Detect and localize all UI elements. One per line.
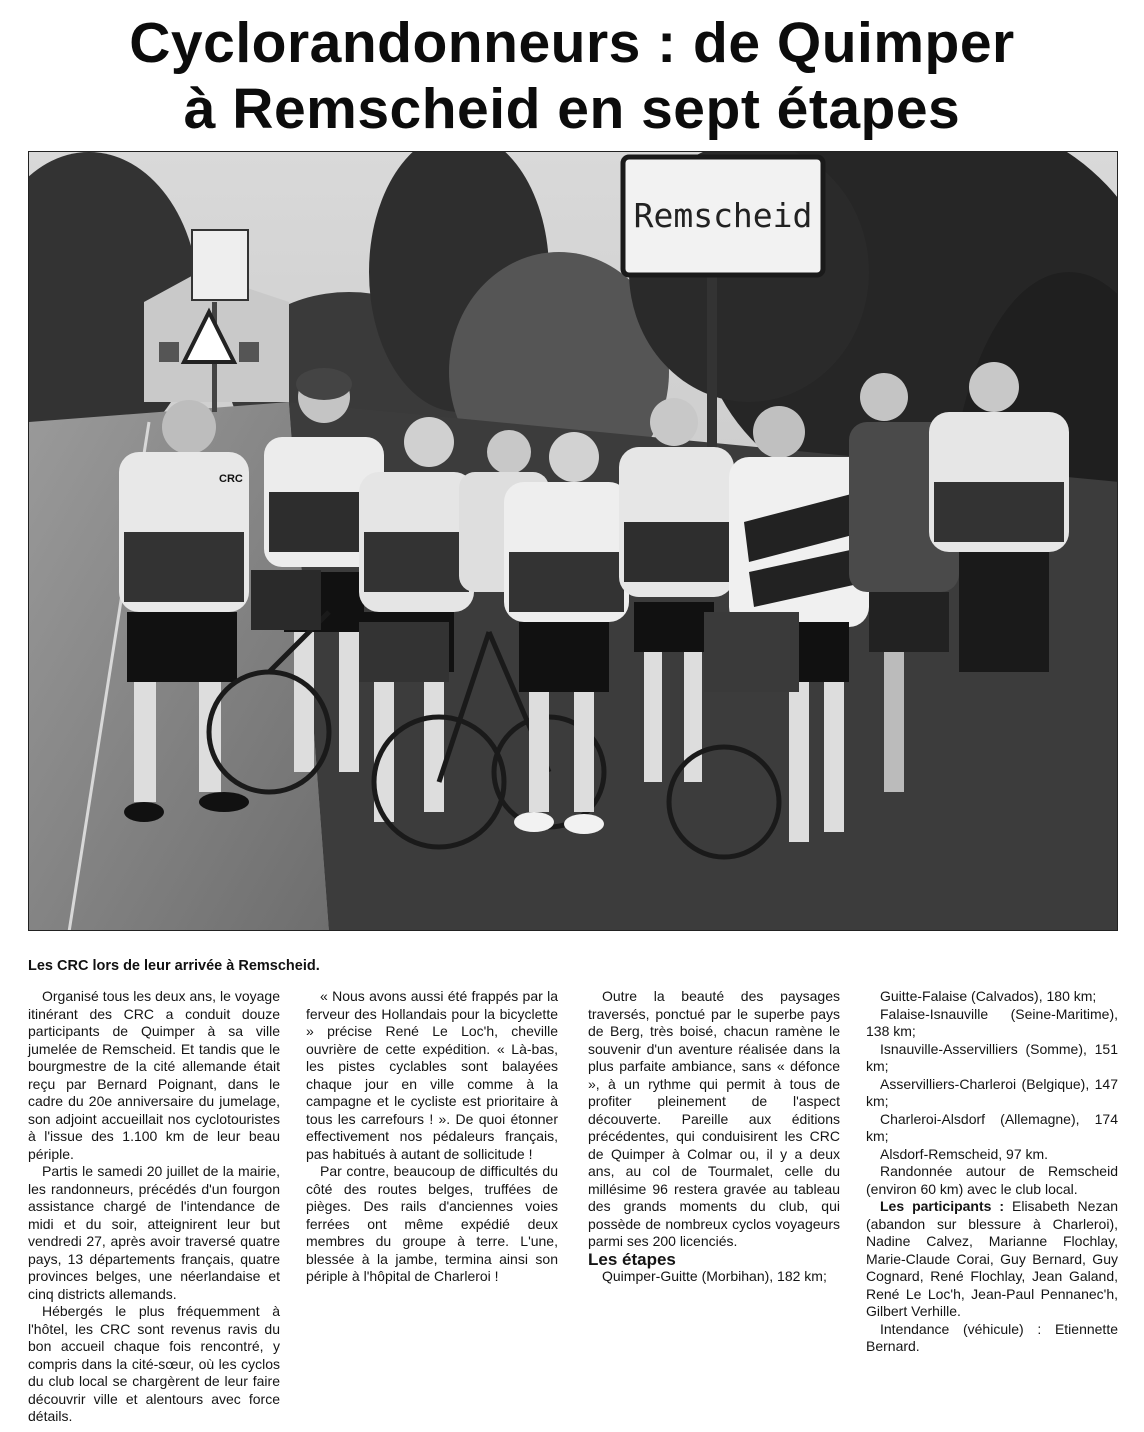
photo-caption: Les CRC lors de leur arrivée à Remscheid. (28, 958, 320, 974)
etape-4: Isnauville-Asservilliers (Somme), 151 km; (866, 1040, 1118, 1074)
paragraph-6: Outre la beauté des paysages traversés, ponctué par le superbe pays de Berg, très boisé, chacun ramène le souvenir d'un aventure réalisée dans la plus parfaite ambiance, sans « défonce », à un rythme qui permit à tous de profiter pleinement de l'aspect découverte. Pareille aux éditions précédentes, qui conduisirent les CRC de Quimper à Colmar ou, il y a deux ans, au col de Tourmalet, celle du millésime 96 restera gravée au tableau des grands moments du club, qui possède de nombreux cyclos voyageurs parmi ses 200 licenciés. (588, 988, 840, 1249)
paragraph-2: Partis le samedi 20 juillet de la mairie, les randonneurs, précédés d'un fourgon assistance chargé de l'intendance de midi et du soir, atteignirent leur but vendredi 27, après avoir traversé quatre pays, 13 départements français, quatre provinces belges, une néerlandaise et cinq districts allemands. (28, 1163, 280, 1302)
article-column-4 (866, 988, 1118, 1356)
paragraph-1: Organisé tous les deux ans, le voyage itinérant des CRC a conduit douze participants de Quimper à sa ville jumelée de Remscheid. Et tandis que le bourgmestre de la cité allemande était reçu par Bernard Poignant, dans le cadre du 20e anniversaire du jumelage, son adjoint accueillait nos cyclotouristes à l'issue des 1.100 km de leur beau périple. (28, 988, 280, 1162)
etapes-heading: Les étapes (588, 1249, 676, 1269)
etape-3: Falaise-Isnauville (Seine-Maritime), 138 km; (866, 1005, 1118, 1039)
etape-2: Guitte-Falaise (Calvados), 180 km; (880, 988, 1097, 1004)
article-column-1 (28, 988, 280, 1426)
article-column-2 (306, 988, 558, 1286)
participants-paragraph (866, 1198, 1118, 1321)
intendance-paragraph: Intendance (véhicule) : Etiennette Bernard. (866, 1320, 1118, 1354)
paragraph-3: Hébergés le plus fréquemment à l'hôtel, les CRC sont revenus ravis du bon accueil chaque fois rencontré, y compris dans la cité-sœur, où les cyclos du club local se chargèrent de leur faire découvrir ville et alentours avec force détails. (28, 1303, 280, 1424)
etape-6: Charleroi-Alsdorf (Allemagne), 174 km; (866, 1110, 1118, 1144)
etape-5: Asservilliers-Charleroi (Belgique), 147 km; (866, 1075, 1118, 1109)
etape-7: Alsdorf-Remscheid, 97 km. (880, 1145, 1049, 1162)
headline (0, 10, 1144, 142)
group-photo-illustration (29, 152, 1118, 931)
jersey-label: CRC (219, 473, 243, 485)
headline-line-1: Cyclorandonneurs : de Quimper (129, 11, 1015, 75)
group-photo (28, 151, 1118, 931)
etape-1: Quimper-Guitte (Morbihan), 182 km; (602, 1268, 827, 1284)
participants-list: Elisabeth Nezan (abandon sur blessure à Charleroi), Nadine Calvez, Marianne Flochlay, Marie-Claude Corai, Guy Bernard, Guy Cognard, René Flochlay, Jean Galand, René Le Loc'h, Jean-Paul Pennanec'h, Gilbert Verhille. (866, 1198, 1119, 1319)
headline-line-2: à Remscheid en sept étapes (183, 77, 961, 141)
participants-label: Les participants : (880, 1198, 1005, 1214)
paragraph-4: « Nous avons aussi été frappés par la ferveur des Hollandais pour la bicyclette » précise René Le Loc'h, cheville ouvrière de cette expédition. « Là-bas, les pistes cyclables sont balayées chaque jour en ville comme à la campagne et le cycliste est prioritaire à tous les carrefours ! ». De quoi étonner effectivement nos pédaleurs français, pas habitués à autant de sollicitude ! (306, 988, 558, 1162)
etape-8: Randonnée autour de Remscheid (environ 60 km) avec le club local. (866, 1163, 1118, 1197)
article-column-3 (588, 988, 840, 1286)
town-sign-text: Remscheid (633, 196, 813, 235)
paragraph-5: Par contre, beaucoup de difficultés du côté des routes belges, truffées de pièges. Des rails d'anciennes voies ferrées ont même expédié deux membres du groupe à terre. L'une, blessée à la jambe, termina ainsi son périple à l'hôpital de Charleroi ! (306, 1163, 558, 1284)
